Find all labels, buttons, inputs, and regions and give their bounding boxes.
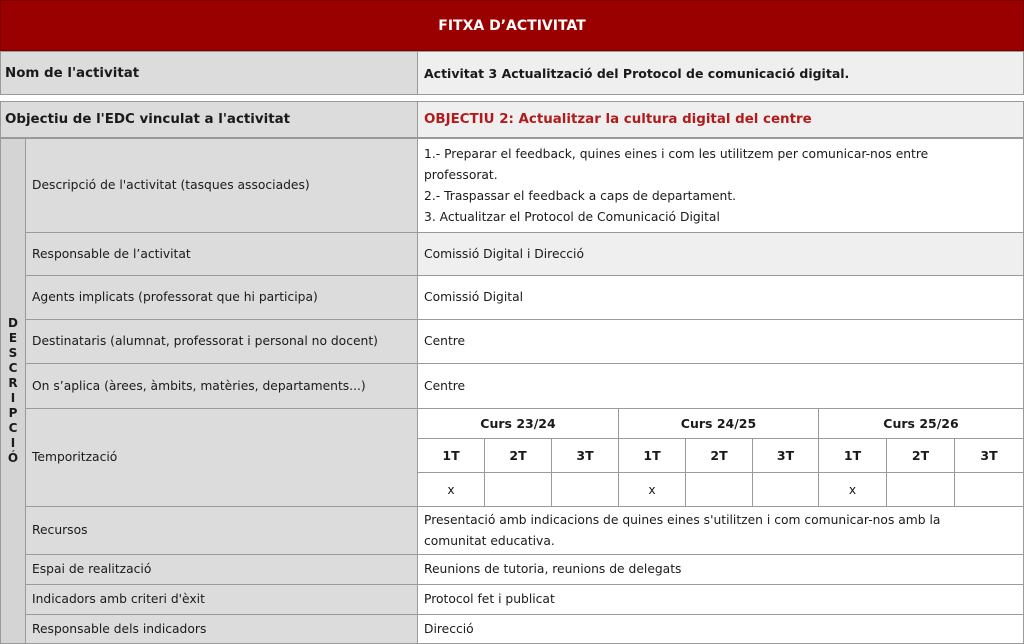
- timing-grid: [417, 408, 1024, 507]
- term-mark: [752, 472, 819, 507]
- side-letter: C: [8, 421, 18, 435]
- applies-value: Centre: [417, 363, 1024, 409]
- activity-name-label: Nom de l'activitat: [0, 51, 418, 95]
- timing-label: Temporització: [25, 408, 418, 507]
- side-letter: I: [10, 391, 16, 405]
- term-mark: [886, 472, 955, 507]
- resources-line: Presentació amb indicacions de quines eines s'utilitzen i com comunicar-nos amb la: [424, 512, 941, 527]
- term-header: 2T: [484, 438, 552, 473]
- term-mark: x: [818, 472, 887, 507]
- agents-label: Agents implicats (professorat que hi participa): [25, 275, 418, 320]
- description-line: 1.- Preparar el feedback, quines eines i com les utilitzem per comunicar-nos entre: [424, 146, 929, 161]
- term-mark: [954, 472, 1024, 507]
- responsible-value: Comissió Digital i Direcció: [417, 232, 1024, 276]
- side-letter: R: [8, 376, 18, 390]
- description-label: Descripció de l'activitat (tasques associades): [25, 138, 418, 233]
- side-letter: P: [8, 406, 18, 420]
- indicators-value: Protocol fet i publicat: [417, 584, 1024, 615]
- resources-value: [417, 506, 1024, 555]
- space-value: Reunions de tutoria, reunions de delegats: [417, 554, 1024, 585]
- recipients-value: Centre: [417, 319, 1024, 364]
- term-mark: x: [417, 472, 485, 507]
- description-line: 2.- Traspassar el feedback a caps de departament.: [424, 188, 737, 203]
- responsible-label: Responsable de l’activitat: [25, 232, 418, 276]
- side-letter: D: [8, 316, 18, 330]
- resources-line: comunitat educativa.: [424, 533, 555, 548]
- term-header: 3T: [551, 438, 619, 473]
- objective-value: OBJECTIU 2: Actualitzar la cultura digital del centre: [417, 101, 1024, 138]
- applies-label: On s’aplica (àrees, àmbits, matèries, departaments...): [25, 363, 418, 409]
- side-letter: C: [8, 361, 18, 375]
- objective-label: Objectiu de l'EDC vinculat a l'activitat: [0, 101, 418, 138]
- space-label: Espai de realització: [25, 554, 418, 585]
- term-header: 3T: [752, 438, 819, 473]
- agents-value: Comissió Digital: [417, 275, 1024, 320]
- term-header: 1T: [818, 438, 887, 473]
- description-value: [417, 138, 1024, 233]
- course-header: Curs 24/25: [618, 408, 819, 439]
- term-header: 2T: [685, 438, 753, 473]
- side-letter: S: [8, 346, 18, 360]
- indicators-label: Indicadors amb criteri d'èxit: [25, 584, 418, 615]
- term-mark: [551, 472, 619, 507]
- side-letter: Ó: [7, 451, 19, 465]
- resources-label: Recursos: [25, 506, 418, 555]
- description-line: professorat.: [424, 167, 498, 182]
- side-letter: E: [8, 331, 18, 345]
- description-line: 3. Actualitzar el Protocol de Comunicació Digital: [424, 209, 720, 224]
- recipients-label: Destinataris (alumnat, professorat i personal no docent): [25, 319, 418, 364]
- term-header: 2T: [886, 438, 955, 473]
- course-header: Curs 23/24: [417, 408, 619, 439]
- indicators-responsible-value: Direcció: [417, 614, 1024, 644]
- term-header: 1T: [417, 438, 485, 473]
- term-mark: [484, 472, 552, 507]
- activity-name-value: Activitat 3 Actualització del Protocol de comunicació digital.: [417, 51, 1024, 95]
- side-letter: I: [10, 436, 16, 450]
- term-header: 1T: [618, 438, 686, 473]
- course-header: Curs 25/26: [818, 408, 1024, 439]
- sheet-title: FITXA D’ACTIVITAT: [0, 0, 1024, 51]
- term-mark: x: [618, 472, 686, 507]
- term-mark: [685, 472, 753, 507]
- term-header: 3T: [954, 438, 1024, 473]
- description-side-label: [0, 138, 26, 644]
- indicators-responsible-label: Responsable dels indicadors: [25, 614, 418, 644]
